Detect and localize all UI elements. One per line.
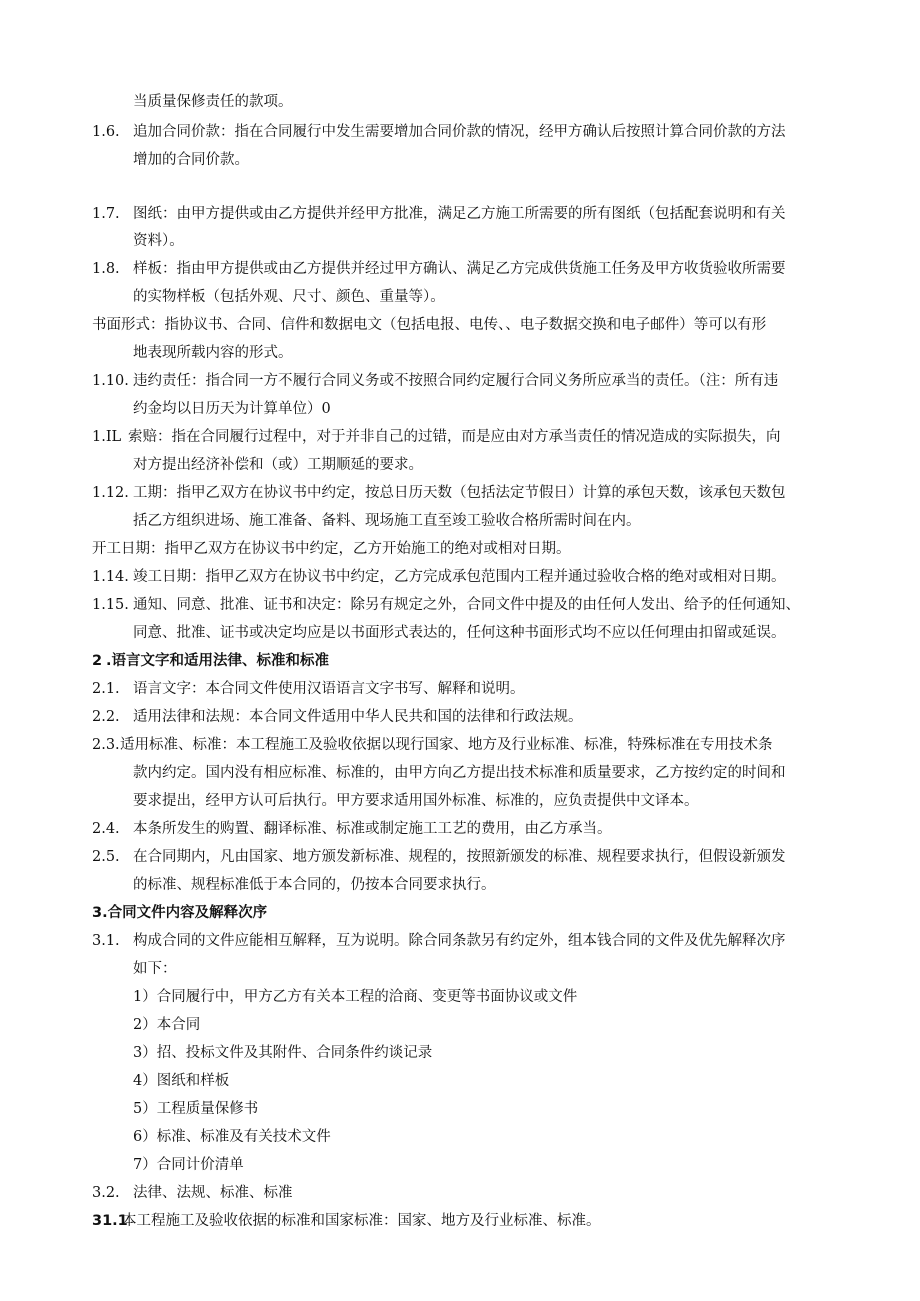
clause-number: 3.2.	[92, 1185, 120, 1201]
clause-1-7: 1.7. 图纸：由甲方提供或由乙方提供并经甲方批准，满足乙方施工所需要的所有图纸（包括配套说明和有关	[92, 206, 786, 222]
section-heading-3: 3.合同文件内容及解释次序	[92, 905, 268, 921]
clause-1-14: 1.14. 竣工日期：指甲乙双方在协议书中约定，乙方完成承包范围内工程并通过验收合格的绝对或相对日期。	[92, 569, 786, 585]
clause-number: 2.3.	[92, 737, 120, 753]
clause-number: 1.7.	[92, 206, 120, 222]
clause-number: 2.5.	[92, 849, 120, 865]
clause-written-form: 书面形式：指协议书、合同、信件和数据电文（包括电报、电传、、电子数据交换和电子邮件）等可以有形	[92, 317, 767, 333]
clause-number: 1.10.	[92, 373, 129, 389]
text-line: 括乙方组织进场、施工准备、备料、现场施工直至竣工验收合格所需时间在内。	[133, 513, 641, 529]
text-line: 约金均以日历天为计算单位）0	[133, 401, 331, 417]
clause-number: 1.15.	[92, 597, 129, 613]
clause-1-12: 1.12. 工期：指甲乙双方在协议书中约定，按总日历天数（包括法定节假日）计算的承包天数，该承包天数包	[92, 485, 786, 501]
list-item: 4）图纸和样板	[133, 1073, 230, 1089]
clause-1-10: 1.10. 违约责任：指合同一方不履行合同义务或不按照合同约定履行合同义务所应承当的责任。（注：所有违	[92, 373, 779, 389]
text-line: 当质量保修责任的款项。	[133, 94, 293, 110]
text-line: 同意、批准、证书或决定均应是以书面形式表达的，任何这种书面形式均不应以任何理由扣留或延误。	[133, 625, 786, 641]
text-line: 要求提出，经甲方认可后执行。甲方要求适用国外标准、标准的，应负责提供中文译本。	[133, 793, 699, 809]
clause-number: 2.1.	[92, 681, 120, 697]
clause-number: 31.1	[92, 1213, 128, 1229]
clause-2-4: 2.4. 本条所发生的购置、翻译标准、标准或制定施工工艺的费用，由乙方承当。	[92, 821, 612, 837]
text-line: 增加的合同价款。	[133, 152, 249, 168]
list-item: 5）工程质量保修书	[133, 1101, 259, 1117]
clause-number: 3.1.	[92, 933, 120, 949]
clause-number: 1.IL	[92, 429, 122, 445]
list-item: 3）招、投标文件及其附件、合同条件约谈记录	[133, 1045, 433, 1061]
list-item: 7）合同计价清单	[133, 1157, 244, 1173]
text-line: 款内约定。国内没有相应标准、标准的，由甲方向乙方提出技术标准和质量要求，乙方按约定的时间和	[133, 765, 786, 781]
section-number: 2	[92, 653, 103, 669]
clause-2-5: 2.5. 在合同期内，凡由国家、地方颁发新标准、规程的，按照新颁发的标准、规程要求执行，但假设新颁发	[92, 849, 786, 865]
clause-2-2: 2.2. 适用法律和法规：本合同文件适用中华人民共和国的法律和行政法规。	[92, 709, 583, 725]
clause-number: 1.14.	[92, 569, 129, 585]
clause-number: 1.6.	[92, 124, 120, 140]
list-item: 6）标准、标准及有关技术文件	[133, 1129, 331, 1145]
clause-2-3: 2.3.适用标准、标准：本工程施工及验收依据以现行国家、地方及行业标准、标准，特殊标准在专用技术条	[92, 737, 773, 753]
text-line: 的标准、规程标准低于本合同的，仍按本合同要求执行。	[133, 877, 496, 893]
clause-3-1: 3.1. 构成合同的文件应能相互解释，互为说明。除合同条款另有约定外，组本钱合同的文件及优先解释次序	[92, 933, 786, 949]
list-item: 2）本合同	[133, 1017, 201, 1033]
text-line: 地表现所载内容的形式。	[133, 345, 293, 361]
clause-number: 2.4.	[92, 821, 120, 837]
clause-1-8: 1.8. 样板：指由甲方提供或由乙方提供并经过甲方确认、满足乙方完成供货施工任务及甲方收货验收所需要	[92, 261, 786, 277]
clause-3-1-1: 31.1本工程施工及验收依据的标准和国家标准：国家、地方及行业标准、标准。	[92, 1213, 601, 1229]
text-line: 的实物样板（包括外观、尺寸、颜色、重量等）。	[133, 289, 445, 305]
clause-1-11: 1.IL 索赔：指在合同履行过程中，对于并非自己的过错，而是应由对方承当责任的情况造成的实际损失，向	[92, 429, 781, 445]
clause-number: 2.2.	[92, 709, 120, 725]
list-item: 1）合同履行中，甲方乙方有关本工程的洽商、变更等书面协议或文件	[133, 989, 578, 1005]
text-line: 资料）。	[133, 233, 184, 249]
clause-number: 1.12.	[92, 485, 129, 501]
clause-3-2: 3.2. 法律、法规、标准、标准	[92, 1185, 293, 1201]
text-line: 如下：	[133, 961, 177, 977]
clause-start-date: 开工日期：指甲乙双方在协议书中约定，乙方开始施工的绝对或相对日期。	[92, 541, 571, 557]
text-line: 对方提出经济补偿和（或）工期顺延的要求。	[133, 457, 423, 473]
clause-2-1: 2.1. 语言文字：本合同文件使用汉语语言文字书写、解释和说明。	[92, 681, 525, 697]
section-heading-2: 2 .语言文字和适用法律、标准和标准	[92, 653, 330, 669]
clause-1-6: 1.6. 追加合同价款：指在合同履行中发生需要增加合同价款的情况，经甲方确认后按照计算合同价款的方法	[92, 124, 786, 140]
clause-number: 1.8.	[92, 261, 120, 277]
clause-1-15: 1.15. 通知、同意、批准、证书和决定：除另有规定之外，合同文件中提及的由任何人发出、给予的任何通知、	[92, 597, 800, 613]
